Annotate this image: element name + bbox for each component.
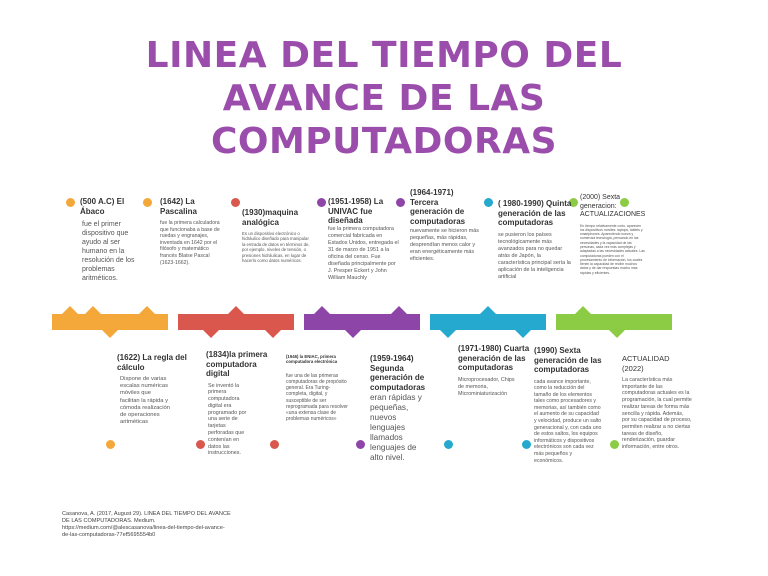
event-cuarta-generacion [458,344,530,398]
citation: Casanova, A. (2017, August 29). LINEA DEL TIEMPO DEL AVANCE DE LAS COMPUTADORAS. Medium. https://medium.com/@alescasanova/linea-del-tiempo-del-avance-de-las-computadoras-77ef5695554b0 [62,511,231,538]
timeline-segment-orange [52,314,168,330]
event-dot [106,440,115,449]
event-text: En tiempo relativamente corto, aparecen los dispositivos móviles: laptops, tablets y smartphones. Apareciendo nueva y numerosa tecnología, pensando en las necesidades y la capacidad de las personas, cada vez más complejas y adaptadas a las necesidades actuales. Las computadoras pueden con el procesamiento de información, los cuales tienen la capacidad de recibir muchos datos y de dar respuestas mucho más rápidas y eficientes. [580,223,645,275]
event-maquina-analogica [242,208,312,263]
event-text: se pusieron los países tecnológicamente más avanzados para no quedar atrás de Japón, la característica principal sería la aplicación de la inteligencia artificial [498,231,571,280]
event-text: nuevamente se hicieron más pequeñas, más rápidas, desprendían menos calor y eran energéticamente más eficientes. [410,228,479,262]
event-heading: (1834)la primera computadora digital [206,350,268,378]
event-text: fue una de las primeras computadoras de propósito general. Era Turing-completa, digital, y susceptible de ser reprogramada para resolver «una extensa clase de problemas numéricos» [286,372,348,423]
event-dot [317,198,326,207]
event-heading: (1946) la ENIAC, primera computadora electrónica [286,354,338,365]
event-dot [196,440,205,449]
timeline-marker-down [515,330,531,338]
event-abaco [80,197,142,283]
event-dot [610,440,619,449]
timeline-marker-up [575,306,591,314]
timeline-marker-up [62,306,78,314]
event-heading: (2000) Sexta generacion: ACTUALIZACIONES [580,194,646,218]
event-text: fue la primera computadora comercial fabricada en Estados Unidos, entregada el 31 de marzo de 1951 a la oficina del censo. Fue diseñada principalmente por J. Presper Eckert y John William Mauchly [328,225,399,281]
event-dot [484,198,493,207]
event-text: fue el primer dispositivo que ayudo al ser humano en la resolución de los problemas aritméticos. [82,221,135,282]
timeline-marker-down [102,330,118,338]
timeline-marker-up [391,306,407,314]
event-dot [143,198,152,207]
event-text: fue la primera calculadora que funcionaba a base de ruedas y engranajes, inventada en 1642 por el filósofo y matemático francés Blaise Pascal (1623-1662). [160,220,220,266]
event-heading: (1951-1958) La UNIVAC fue diseñada [328,197,384,225]
timeline-segment-green [556,314,672,330]
timeline-marker-up [139,306,155,314]
event-heading: (1930)maquina analógica [242,208,299,227]
timeline-segment-red [178,314,294,330]
title-line-3: COMPUTADORAS [210,121,558,162]
event-quinta-generacion [498,199,572,281]
event-heading: (1642) La Pascalina [160,197,197,216]
event-text: cada avance importante, como la reducción del tamaño de los elementos tales como procesadores y memorias, así también como el aumento de su capacidad y velocidad, produce un salto generacional y, con cada uno de estos saltos, los equipos informáticos y dispositivos electrónicos son cada vez más pequeños y económicos. [534,378,602,464]
event-regla-calculo [117,353,191,426]
event-dot [66,198,75,207]
timeline-segment-blue [430,314,546,330]
timeline-marker-down [265,330,281,338]
timeline-marker-down [345,330,361,338]
event-heading: (1990) Sexta generación de las computadoras [534,346,602,374]
timeline-marker-down [609,330,625,338]
timeline-marker-up [480,306,496,314]
event-text: Se inventó la primera computadora digital era programado por una serie de tarjetas perforadas que contenían en datos las instrucciones. [208,382,247,457]
event-text: Dispone de varias escalas numéricas móviles que facilitan la rápida y cómoda realización de operaciones aritméticas [120,376,170,426]
event-univac [328,197,400,282]
timeline-marker-down [440,330,456,338]
event-heading: (500 A.C) El Ábaco [80,197,125,216]
title-line-2: AVANCE DE LAS [222,78,546,119]
event-tercera-generacion [410,188,482,263]
event-sexta-generacion-actualizaciones [580,194,646,275]
event-heading: (1964-1971) Tercera generación de computadoras [410,188,466,226]
timeline-segment-purple [304,314,420,330]
event-segunda-generacion [370,354,436,463]
event-primera-computadora-digital [206,350,274,457]
event-pascalina [160,197,222,266]
timeline-marker-up [228,306,244,314]
event-text: eran rápidas y pequeñas, nuevos lenguajes llamados lenguajes de alto nivel. [370,393,422,462]
timeline-marker-down [203,330,219,338]
event-text: La característica más importante de las computadoras actuales es la programación, la cual permite realizar tareas de forma más sencilla y rápida. Además, por su capacidad de proceso, permiten realizar a no ciertas tareas de diseño, renderización, guardar información, entre otros. [622,377,692,451]
event-heading: (1959-1964) Segunda generación de computadoras [370,354,426,392]
event-text: Microprocesador, Chips de memoria, Microminiaturización [458,376,515,397]
event-heading: ( 1980-1990) Quinta generación de las computadoras [498,199,572,227]
event-dot [356,440,365,449]
timeline-marker-up [314,306,330,314]
event-dot [444,440,453,449]
event-heading: (1971-1980) Cuarta generación de las computadoras [458,344,530,372]
event-actualidad [622,354,692,451]
title-line-1: LINEA DEL TIEMPO DEL [145,35,623,76]
event-eniac [286,354,350,422]
event-heading: ACTUALIDAD (2022) [622,354,670,373]
event-dot [522,440,531,449]
event-text: Es un dispositivo electrónico o hidráulico diseñado para manipular la entrada de datos en términos de, por ejemplo, niveles de tensión, o presiones hidráulicas, en lugar de hacerlo como datos numéricos. [242,231,310,264]
timeline-marker-up [85,306,101,314]
event-dot [231,198,240,207]
event-sexta-generacion-1990 [534,346,606,464]
event-heading: (1622) La regla del cálculo [117,353,187,372]
